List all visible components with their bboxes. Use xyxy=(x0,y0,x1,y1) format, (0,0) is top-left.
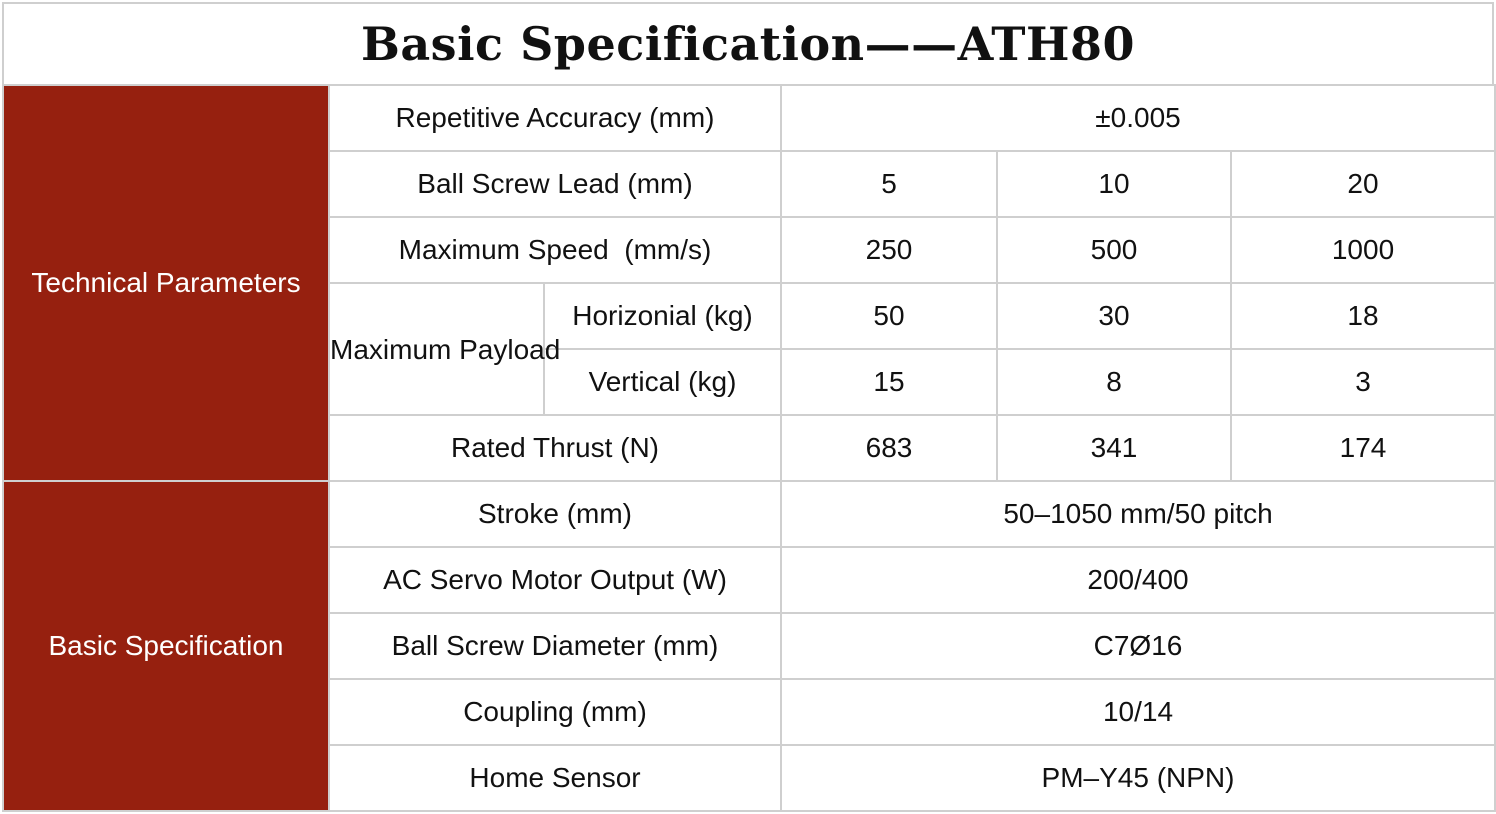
value-repetitive-accuracy: ±0.005 xyxy=(781,85,1495,151)
row-label-maximum-speed: Maximum Speed (mm/s) xyxy=(329,217,781,283)
value-payload-vertical-3: 3 xyxy=(1231,349,1495,415)
value-ball-screw-diameter: C7Ø16 xyxy=(781,613,1495,679)
value-payload-horizontal-2: 30 xyxy=(997,283,1231,349)
value-maximum-speed-1: 250 xyxy=(781,217,997,283)
row-label-ball-screw-diameter: Ball Screw Diameter (mm) xyxy=(329,613,781,679)
row-label-home-sensor: Home Sensor xyxy=(329,745,781,811)
table-row xyxy=(3,481,1495,547)
value-home-sensor: PM–Y45 (NPN) xyxy=(781,745,1495,811)
group-technical-parameters: Technical Parameters xyxy=(3,85,329,481)
row-label-repetitive-accuracy: Repetitive Accuracy (mm) xyxy=(329,85,781,151)
row-label-coupling: Coupling (mm) xyxy=(329,679,781,745)
value-payload-horizontal-1: 50 xyxy=(781,283,997,349)
value-ball-screw-lead-1: 5 xyxy=(781,151,997,217)
value-ball-screw-lead-3: 20 xyxy=(1231,151,1495,217)
row-label-ball-screw-lead: Ball Screw Lead (mm) xyxy=(329,151,781,217)
row-label-maximum-payload: Maximum Payload xyxy=(329,283,544,415)
value-coupling: 10/14 xyxy=(781,679,1495,745)
value-payload-vertical-1: 15 xyxy=(781,349,997,415)
value-maximum-speed-2: 500 xyxy=(997,217,1231,283)
row-label-payload-horizontal: Horizonial (kg) xyxy=(544,283,781,349)
group-basic-specification: Basic Specification xyxy=(3,481,329,811)
row-label-motor-output: AC Servo Motor Output (W) xyxy=(329,547,781,613)
value-maximum-speed-3: 1000 xyxy=(1231,217,1495,283)
value-ball-screw-lead-2: 10 xyxy=(997,151,1231,217)
value-motor-output: 200/400 xyxy=(781,547,1495,613)
row-label-payload-vertical: Vertical (kg) xyxy=(544,349,781,415)
table-row xyxy=(3,85,1495,151)
value-rated-thrust-1: 683 xyxy=(781,415,997,481)
row-label-stroke: Stroke (mm) xyxy=(329,481,781,547)
spec-table xyxy=(2,84,1496,812)
spec-sheet xyxy=(2,2,1494,810)
value-rated-thrust-2: 341 xyxy=(997,415,1231,481)
value-payload-horizontal-3: 18 xyxy=(1231,283,1495,349)
row-label-rated-thrust: Rated Thrust (N) xyxy=(329,415,781,481)
value-payload-vertical-2: 8 xyxy=(997,349,1231,415)
value-rated-thrust-3: 174 xyxy=(1231,415,1495,481)
value-stroke: 50–1050 mm/50 pitch xyxy=(781,481,1495,547)
page-title: Basic Specification——ATH80 xyxy=(2,2,1494,84)
